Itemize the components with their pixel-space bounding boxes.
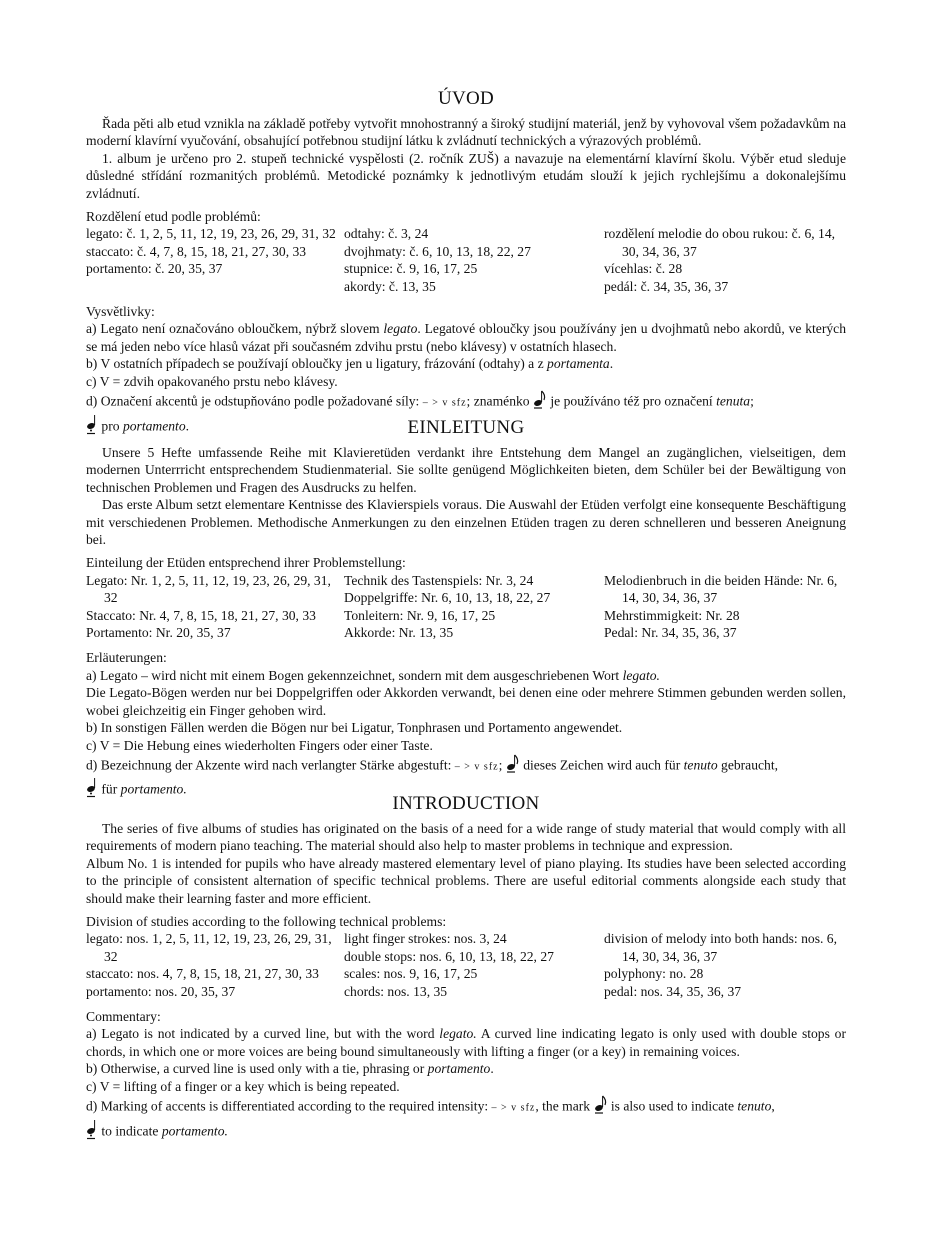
note-text: a) Legato is not indicated by a curved line, but with the word: [86, 1026, 440, 1042]
note-b: b) In sonstigen Fällen werden die Bögen nur bei Ligatur, Tonphrasen und Portamento angewendet.: [86, 720, 623, 736]
note-d2: [86, 1120, 846, 1144]
division-item: Tonleitern: Nr. 9, 16, 17, 25: [344, 607, 496, 623]
division-col-3: [604, 225, 846, 295]
notes-heading: Commentary:: [86, 1009, 161, 1025]
note-italic: legato.: [439, 1026, 477, 1042]
division-heading: Einteilung der Etüden entsprechend ihrer Problemstellung:: [86, 555, 406, 571]
note-italic: tenuto: [737, 1098, 772, 1114]
note-text: .: [185, 417, 190, 433]
note-text: ,: [771, 1098, 775, 1114]
division-item: rozdělení melodie do obou rukou: č. 6, 14, 30, 34, 36, 37: [604, 226, 836, 259]
division-col-3: [604, 930, 846, 1000]
note-c: c) V = zdvih opakovaného prstu nebo klávesy.: [86, 373, 338, 389]
division-item: odtahy: č. 3, 24: [344, 226, 429, 242]
tenuto-note-icon: [594, 1095, 608, 1119]
note-d: [86, 390, 846, 414]
division-col-2: [344, 225, 596, 295]
note-italic: portamento: [122, 417, 186, 433]
note-text: .: [609, 356, 614, 372]
division-columns: [86, 572, 846, 642]
paragraph: Das erste Album setzt elementare Kentnisse des Klavierspiels voraus. Die Auswahl der Etüden verfolgt eine konsequente Beschäftigung mit verschiedenen Problemen. Methodische Anmerkungen zu den einzelnen Etüden tragen zu deren schnelleren und besseren Aneignung bei.: [86, 497, 846, 548]
notes-heading: Erläuterungen:: [86, 650, 167, 666]
division-heading: Division of studies according to the following technical problems:: [86, 914, 447, 930]
division-item: scales: nos. 9, 16, 17, 25: [344, 966, 478, 982]
title-einleitung: EINLEITUNG: [407, 417, 525, 438]
note-text: b) V ostatních případech se používají obloučky jen u ligatury, frázování (odtahy) a z: [86, 356, 548, 372]
note-text: pro: [101, 417, 123, 433]
division-item: pedál: č. 34, 35, 36, 37: [604, 278, 729, 294]
note-text: gebraucht,: [717, 757, 779, 773]
note-text: für: [101, 781, 121, 797]
division-item: Akkorde: Nr. 13, 35: [344, 625, 454, 641]
division-col-2: [344, 572, 596, 642]
note-text: A curved line indicating legato is only used with double stops or chords, in which one or more voices are being bound simultaneously with lifting a finger (or a key) in remaining voices.: [86, 1026, 847, 1059]
note-b: [86, 355, 846, 372]
division-col-1: [86, 572, 336, 642]
portamento-note-icon: [86, 1120, 98, 1144]
section-introduction: [86, 793, 846, 1144]
note-text: b) Otherwise, a curved line is used only with a tie, phrasing or: [86, 1061, 428, 1077]
note-c: c) V = lifting of a finger or a key which is being repeated.: [86, 1078, 400, 1094]
division-item: Staccato: Nr. 4, 7, 8, 15, 18, 21, 27, 30, 33: [86, 607, 316, 623]
division-col-1: [86, 225, 336, 295]
division-col-2: [344, 930, 596, 1000]
note-a: [86, 667, 846, 684]
note-d: [86, 754, 846, 778]
note-a: [86, 1025, 846, 1060]
note-d: [86, 1095, 846, 1119]
note-text: a) Legato není označováno obloučkem, nýbrž slovem: [86, 321, 384, 337]
paragraph: Unsere 5 Hefte umfassende Reihe mit Klavieretüden verdankt ihre Entstehung dem Mangel an zugänglichen, vielseitigen, dem modernen Unterrricht entsprechendem Studienmaterial. Sie sollte genügend Möglichkeiten bieten, dem Schüler bei der Bewältigung von technischen Problemen und Fragen des Ausdrucks zu helfen.: [86, 445, 846, 495]
division-columns: [86, 930, 846, 1000]
division-item: chords: nos. 13, 35: [344, 983, 448, 999]
division-item: Technik des Tastenspiels: Nr. 3, 24: [344, 572, 534, 588]
division-item: legato: č. 1, 2, 5, 11, 12, 19, 23, 26, 29, 31, 32: [86, 226, 336, 242]
note-text: ; znaménko: [466, 393, 530, 409]
note-c: c) V = Die Hebung eines wiederholten Fingers oder einer Taste.: [86, 737, 433, 753]
division-item: staccato: nos. 4, 7, 8, 15, 18, 21, 27, 30, 33: [86, 966, 319, 982]
paragraph: Album No. 1 is intended for pupils who have already mastered elementary level of piano playing. Its studies have been selected according to the principle of consistent alternation of specific technical problems. There are useful editorial comments alongside each study that should make their learning faster and more efficient.: [86, 855, 846, 906]
division-col-1: [86, 930, 336, 1000]
note-text: d) Označení akcentů je odstupňováno podle požadované síly:: [86, 393, 420, 409]
division-item: staccato: č. 4, 7, 8, 15, 18, 21, 27, 30, 33: [86, 243, 307, 259]
paragraph: Řada pěti alb etud vznikla na základě potřeby vytvořit mnohostranný a široký studijní materiál, jenž by vyhovoval všem požadavkům na moderní klavírní vyučování, obsahující potřebnou studijní látku k zvládnutí technických a výrazových problémů.: [86, 116, 846, 149]
note-b: [86, 1060, 846, 1077]
note-text: d) Marking of accents is differentiated according to the required intensity:: [86, 1098, 489, 1114]
note-text: .: [490, 1061, 494, 1077]
division-item: Portamento: Nr. 20, 35, 37: [86, 625, 231, 641]
note-italic: portamenta: [547, 356, 610, 372]
division-item: akordy: č. 13, 35: [344, 278, 436, 294]
division-item: portamento: č. 20, 35, 37: [86, 261, 223, 277]
division-item: polyphony: no. 28: [604, 966, 704, 982]
tenuto-note-icon: [506, 754, 520, 778]
note-italic: legato.: [622, 667, 660, 683]
note-italic: portamento.: [161, 1122, 228, 1138]
division-item: dvojhmaty: č. 6, 10, 13, 18, 22, 27: [344, 243, 531, 259]
accent-marks: – > v sfz: [454, 761, 499, 773]
note-italic: legato: [383, 321, 418, 337]
division-col-3: [604, 572, 846, 642]
division-item: Legato: Nr. 1, 2, 5, 11, 12, 19, 23, 26, 29, 31, 32: [86, 572, 331, 606]
note-text: a) Legato – wird nicht mit einem Bogen gekennzeichnet, sondern mit dem ausgeschriebenen Wort: [86, 667, 623, 683]
division-item: Doppelgriffe: Nr. 6, 10, 13, 18, 22, 27: [344, 590, 551, 606]
division-item: stupnice: č. 9, 16, 17, 25: [344, 261, 478, 277]
division-item: legato: nos. 1, 2, 5, 11, 12, 19, 23, 26, 29, 31, 32: [86, 931, 332, 964]
division-item: division of melody into both hands: nos. 6, 14, 30, 34, 36, 37: [604, 931, 837, 964]
division-item: light finger strokes: nos. 3, 24: [344, 931, 507, 947]
division-item: Melodienbruch in die beiden Hände: Nr. 6, 14, 30, 34, 36, 37: [604, 572, 838, 606]
note-text: is also used to indicate: [610, 1098, 734, 1114]
note-text: ;: [498, 757, 503, 773]
note-a2: Die Legato-Bögen werden nur bei Doppelgriffen oder Akkorden verwandt, bei denen eine oder mehrere Stimmen gebunden werden sollen, wobei gleichzeitig ein Finger gehoben wird.: [86, 685, 846, 718]
note-a: [86, 320, 846, 355]
division-item: portamento: nos. 20, 35, 37: [86, 983, 236, 999]
note-text: , the mark: [535, 1098, 591, 1114]
division-heading: Rozdělení etud podle problémů:: [86, 209, 261, 225]
paragraph: 1. album je určeno pro 2. stupeň technické vyspělosti (2. ročník ZUŠ) a navazuje na elementární klavírní školu. Výběr etud sleduje důsledné střídání rozmanitých problémů. Metodické poznámky k jednotlivým etudám slouží k jejich rychlejšímu a dokonalejšímu zvládnutí.: [86, 150, 846, 201]
note-italic: tenuta: [716, 393, 751, 409]
note-text: . Legatové obloučky jsou používány jen u dvojhmatů nebo akordů, ve kterých se má jeden nebo více hlasů vázat při současném zdvihu prstu (nebo klávesy) v ostatních hlasech.: [86, 321, 846, 354]
notes-heading: Vysvětlivky:: [86, 304, 155, 320]
section-uvod: [86, 88, 846, 439]
division-item: Pedal: Nr. 34, 35, 36, 37: [604, 625, 737, 641]
paragraph: The series of five albums of studies has originated on the basis of a need for a wide range of study material that would comply with all requirements of modern piano teaching. The material should also help to master problems in technique and expression.: [86, 821, 846, 854]
note-italic: portamento: [427, 1061, 491, 1077]
division-item: Mehrstimmigkeit: Nr. 28: [604, 607, 740, 623]
division-item: double stops: nos. 6, 10, 13, 18, 22, 27: [344, 948, 554, 964]
note-text: d) Bezeichnung der Akzente wird nach verlangter Stärke abgestuft:: [86, 757, 452, 773]
note-text: je používáno též pro označení: [550, 393, 713, 409]
accent-marks: – > v sfz: [491, 1102, 536, 1114]
division-item: pedal: nos. 34, 35, 36, 37: [604, 983, 742, 999]
note-text: ;: [750, 393, 754, 409]
division-columns: [86, 225, 846, 295]
title-introduction: INTRODUCTION: [392, 793, 540, 814]
title-uvod: ÚVOD: [437, 88, 495, 109]
accent-marks: – > v sfz: [422, 397, 467, 409]
tenuto-note-icon: [533, 390, 547, 414]
note-text: to indicate: [101, 1122, 162, 1138]
division-item: vícehlas: č. 28: [604, 261, 683, 277]
note-italic: tenuto: [683, 757, 718, 773]
note-italic: portamento.: [120, 781, 187, 797]
section-einleitung: [86, 417, 846, 803]
note-text: dieses Zeichen wird auch für: [523, 757, 681, 773]
